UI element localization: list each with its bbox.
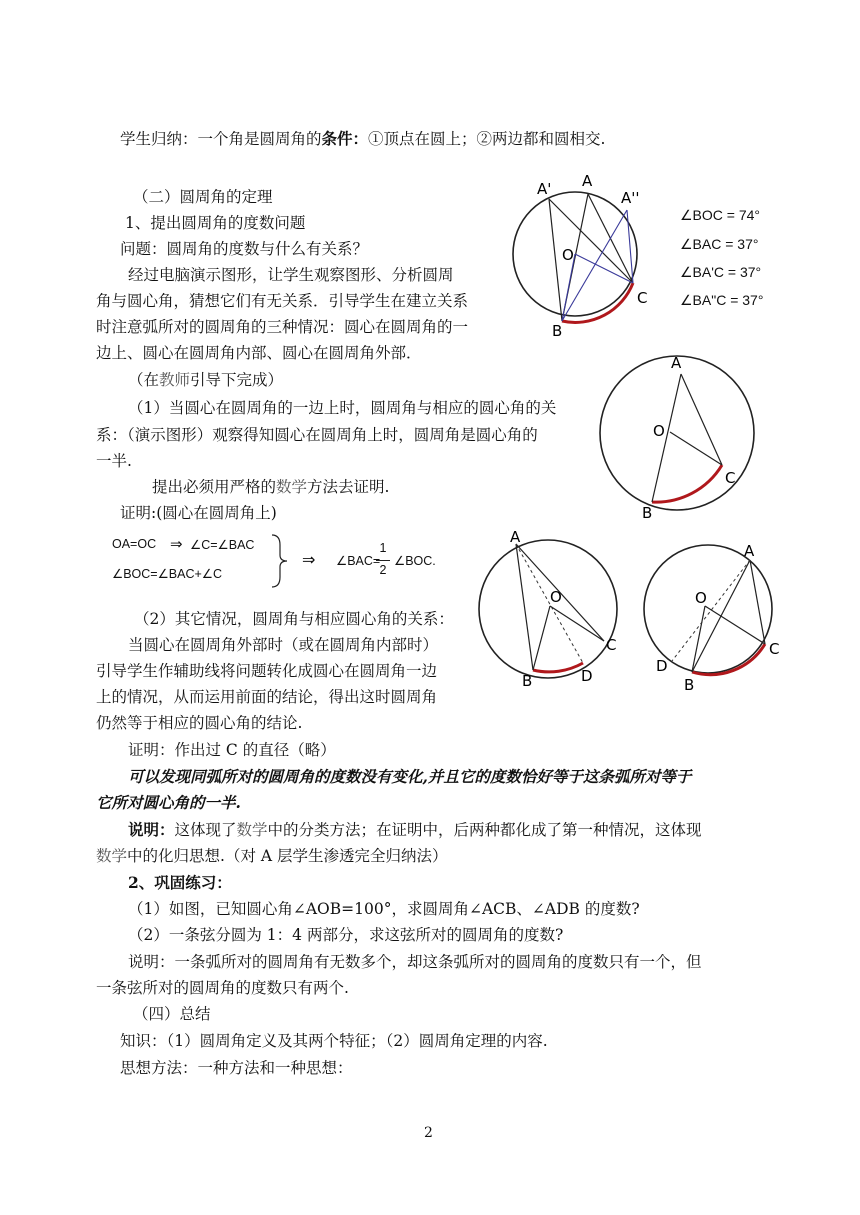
condition-label: 条件： xyxy=(321,129,369,148)
arc-bc xyxy=(533,663,583,672)
label-d: D xyxy=(581,667,593,685)
label-a: A xyxy=(744,542,755,560)
fraction-denominator: 2 xyxy=(379,563,387,577)
summary-text: 学生归纳：一个角是圆周角的 xyxy=(120,130,322,148)
note2-line: 一条弦所对的圆周角的度数只有两个. xyxy=(96,979,349,997)
label-o: O xyxy=(562,246,574,264)
figure-3-circle-diagram xyxy=(478,530,628,695)
exercise-1: （1）如图，已知圆心角∠AOB=100°，求圆周角∠ACB、∠ADB 的度数? xyxy=(128,900,640,918)
case2-line: （2）其它情况，圆周角与相应圆心角的关系： xyxy=(134,610,454,628)
angle-boc-readout: ∠BOC = 74° xyxy=(680,207,761,223)
figure-1-circle-diagram xyxy=(500,170,660,340)
aux-para-line: 当圆心在圆周角外部时（或在圆周角内部时） xyxy=(128,636,439,654)
fraction-numerator: 1 xyxy=(379,541,387,555)
figure-2-circle-diagram xyxy=(595,350,775,520)
fraction-bar xyxy=(376,560,390,561)
angle-bac-double-prime-readout: ∠BA"C = 37° xyxy=(680,292,764,308)
circle xyxy=(644,545,772,673)
label-b: B xyxy=(522,672,533,690)
case1-line: 一半. xyxy=(96,452,132,470)
teacher-link[interactable]: 教师 xyxy=(159,371,191,389)
math-link[interactable]: 数学 xyxy=(96,847,128,865)
section-heading-2: （二）圆周角的定理 xyxy=(133,188,273,206)
angle-bac-prime-readout: ∠BA'C = 37° xyxy=(680,264,762,280)
math-link[interactable]: 数学 xyxy=(236,821,268,839)
implies-arrow: ⇒ xyxy=(170,536,183,553)
method-line: 思想方法：一种方法和一种思想： xyxy=(120,1059,353,1077)
circle xyxy=(479,540,617,678)
formula-bac: ∠BAC= xyxy=(336,554,381,568)
label-a-prime: A' xyxy=(537,180,552,198)
math-link[interactable]: 数学 xyxy=(276,478,308,496)
item-1-heading: 1、提出圆周角的度数问题 xyxy=(125,214,306,232)
proof-heading: 证明:(圆心在圆周角上) xyxy=(120,504,277,522)
proof-formula xyxy=(112,533,452,593)
label-c: C xyxy=(637,289,648,307)
label-o: O xyxy=(695,589,707,607)
formula-angle-c: ∠C=∠BAC xyxy=(190,538,255,552)
right-brace xyxy=(270,533,290,589)
label-c: C xyxy=(725,469,736,487)
question-text: 问题：圆周角的度数与什么有关系？ xyxy=(120,240,369,258)
label-c: C xyxy=(606,636,617,654)
label-b: B xyxy=(684,676,695,694)
figure-4-circle-diagram xyxy=(640,540,790,700)
label-a-double-prime: A'' xyxy=(621,189,640,207)
case1-line: 系：（演示图形）观察得知圆心在圆周角上时，圆周角是圆心角的 xyxy=(96,426,538,444)
aux-para-line: 引导学生作辅助线将问题转化成圆心在圆周角一边 xyxy=(96,662,438,680)
condition-text: ①顶点在圆上；②两边都和圆相交. xyxy=(368,130,606,148)
formula-oa-oc: OA=OC xyxy=(112,537,157,551)
rigor-line: 提出必须用严格的数学方法去证明. xyxy=(152,478,390,496)
angle-bac-readout: ∠BAC = 37° xyxy=(680,236,759,252)
page-number: 2 xyxy=(424,1125,433,1141)
label-a: A xyxy=(671,354,682,372)
label-b: B xyxy=(642,504,653,522)
item-2-heading: 2、巩固练习： xyxy=(128,873,232,892)
aux-para-line: 上的情况，从而运用前面的结论，得出这时圆周角 xyxy=(96,688,438,706)
section-heading-4: （四）总结 xyxy=(133,1005,211,1023)
label-b: B xyxy=(552,322,563,340)
label-d: D xyxy=(656,657,668,675)
note-line: 数学中的化归思想.（对 A 层学生渗透完全归纳法） xyxy=(96,847,448,865)
formula-boc: ∠BOC. xyxy=(394,554,436,568)
formula-boc-sum: ∠BOC=∠BAC+∠C xyxy=(112,567,223,581)
conclusion-line: 它所对圆心角的一半. xyxy=(96,793,241,812)
arc-bc xyxy=(652,465,722,502)
exercise-2: （2）一条弦分圆为 1：4 两部分，求这弦所对的圆周角的度数? xyxy=(128,926,564,944)
label-o: O xyxy=(550,588,562,606)
case1-line: （1）当圆心在圆周角的一边上时，圆周角与相应的圆心角的关 xyxy=(128,399,557,417)
note2-line: 说明：一条弧所对的圆周角有无数多个，却这条弧所对的圆周角的度数只有一个，但 xyxy=(128,953,702,971)
demo-para-line: 角与圆心角，猜想它们有无关系．引导学生在建立关系 xyxy=(96,292,469,310)
aux-para-line: 仍然等于相应的圆心角的结论. xyxy=(96,714,303,732)
result-arrow: ⇒ xyxy=(302,552,316,569)
teacher-guide-line: （在教师引导下完成） xyxy=(128,371,284,389)
proof2-line: 证明：作出过 C 的直径（略） xyxy=(128,741,336,759)
label-a: A xyxy=(510,528,521,546)
label-o: O xyxy=(653,422,665,440)
demo-para-line: 时注意弧所对的圆周角的三种情况：圆心在圆周角的一 xyxy=(96,318,469,336)
knowledge-line: 知识：（1）圆周角定义及其两个特征；（2）圆周角定理的内容. xyxy=(120,1032,548,1050)
label-c: C xyxy=(769,640,780,658)
label-a: A xyxy=(582,172,593,190)
summary-line xyxy=(120,129,605,149)
note-line: 说明：这体现了数学中的分类方法；在证明中，后两种都化成了第一种情况，这体现 xyxy=(128,820,702,839)
demo-para-line: 经过电脑演示图形，让学生观察图形、分析圆周 xyxy=(128,266,454,284)
conclusion-line: 可以发现同弧所对的圆周角的度数没有变化,并且它的度数恰好等于这条弧所对等于 xyxy=(128,767,692,786)
demo-para-line: 边上、圆心在圆周角内部、圆心在圆周角外部． xyxy=(96,344,422,362)
